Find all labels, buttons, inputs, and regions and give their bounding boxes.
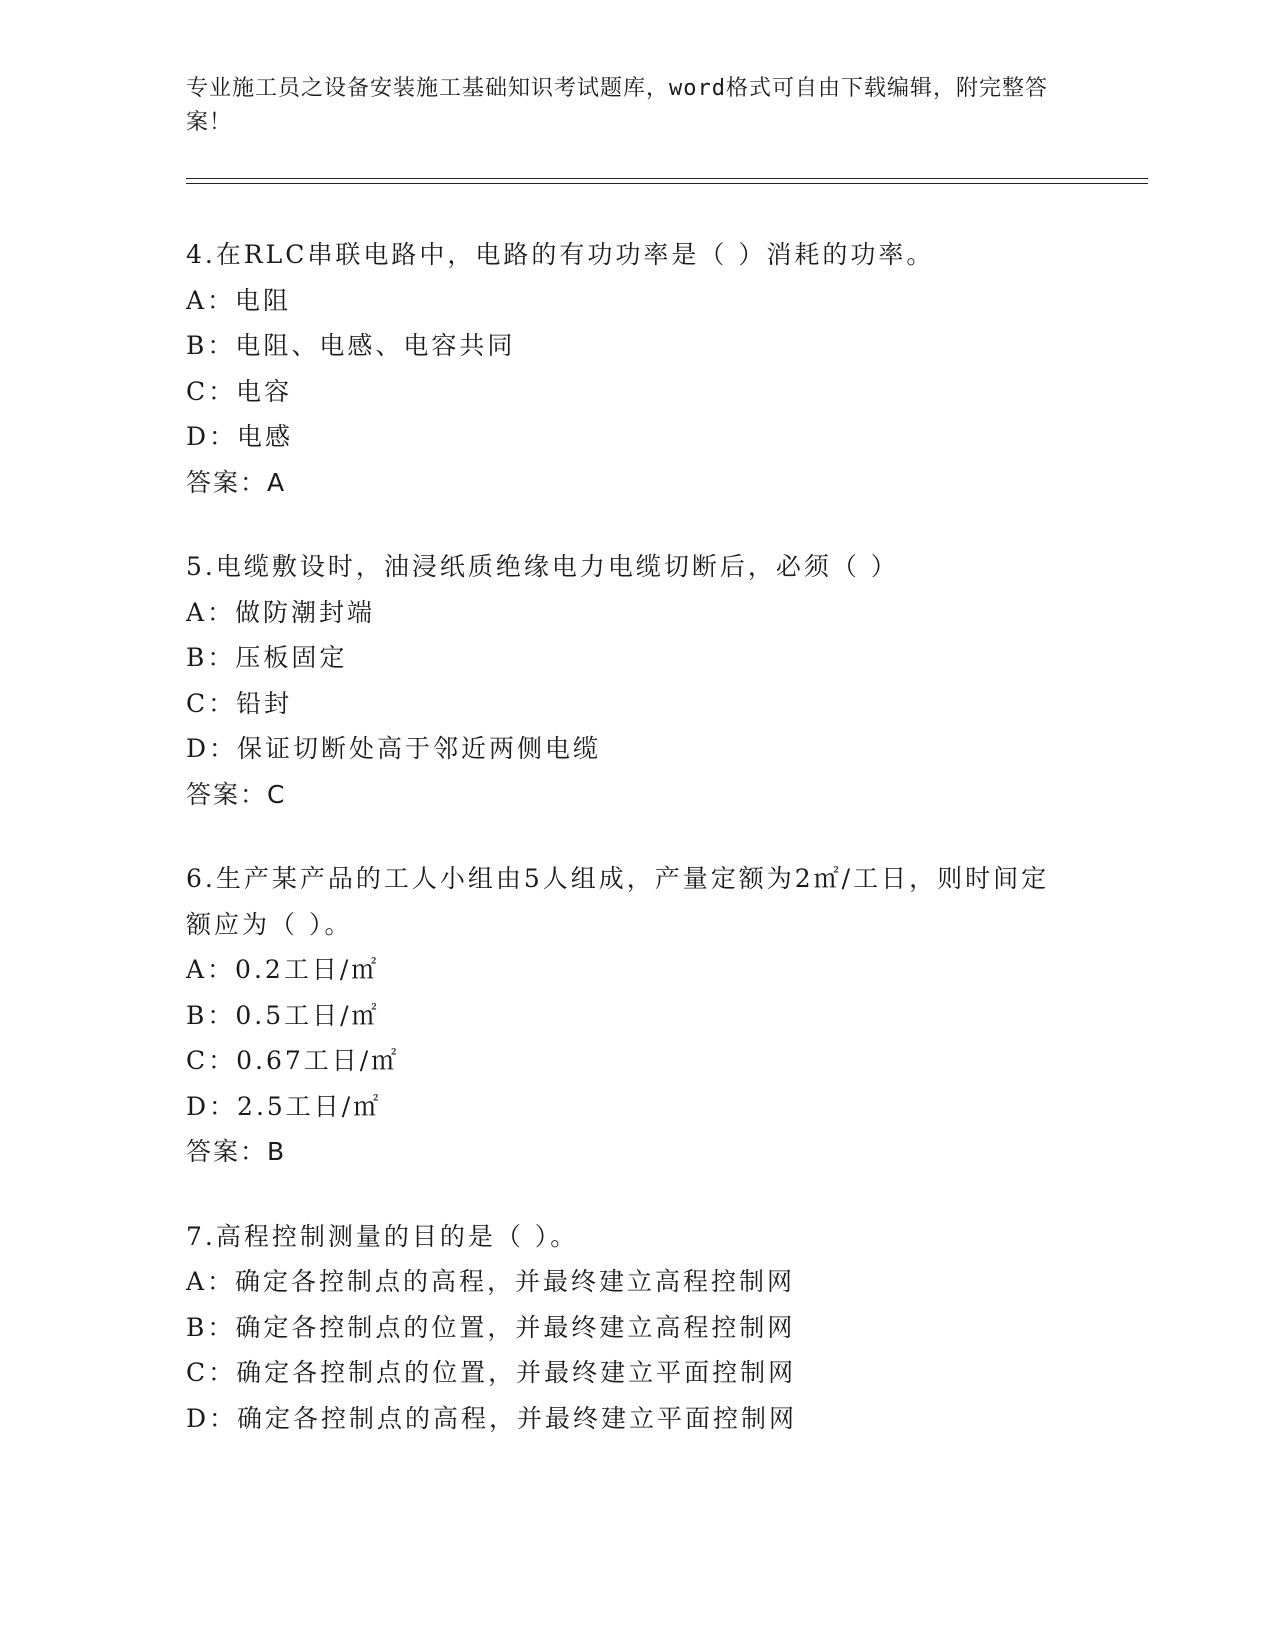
- option-a: A：做防潮封端: [186, 597, 376, 627]
- answer-line: 答案：B: [186, 1137, 287, 1166]
- option-c: C：确定各控制点的位置，并最终建立平面控制网: [186, 1358, 797, 1387]
- question-stem: 6.生产某产品的工人小组由5人组成，产量定额为2㎡/工日，则时间定额应为（ ）。: [186, 864, 1050, 939]
- option-a: A：0.2工日/㎡: [186, 955, 380, 984]
- option-c: C：电容: [186, 376, 293, 406]
- option-c: C：0.67工日/㎡: [186, 1046, 400, 1075]
- option-d: D：2.5工日/㎡: [186, 1091, 382, 1121]
- option-b: B：电阻、电感、电容共同: [186, 331, 516, 360]
- answer-line: 答案：C: [186, 779, 287, 809]
- question-stem: 4.在RLC串联电路中，电路的有功功率是（ ）消耗的功率。: [186, 240, 935, 269]
- header-rule-bottom: [186, 183, 1148, 184]
- question-list: [186, 232, 1086, 1480]
- question-stem: 7.高程控制测量的目的是（ ）。: [186, 1221, 579, 1251]
- question-5: [186, 544, 1086, 817]
- option-b: B：确定各控制点的位置，并最终建立高程控制网: [186, 1312, 796, 1342]
- document-header: 专业施工员之设备安装施工基础知识考试题库，word格式可自由下载编辑，附完整答案！: [186, 76, 1048, 135]
- option-a: A：确定各控制点的高程，并最终建立高程控制网: [186, 1267, 796, 1296]
- option-d: D：电感: [186, 422, 294, 451]
- answer-line: 答案：A: [186, 467, 287, 497]
- option-d: D：确定各控制点的高程，并最终建立平面控制网: [186, 1403, 798, 1433]
- question-7: [186, 1214, 1086, 1442]
- header-rule-top: [186, 178, 1148, 179]
- option-b: B：压板固定: [186, 643, 348, 672]
- option-d: D：保证切断处高于邻近两侧电缆: [186, 734, 602, 763]
- question-6: [186, 856, 1086, 1175]
- option-a: A：电阻: [186, 285, 292, 315]
- question-4: [186, 232, 1086, 505]
- question-stem: 5.电缆敷设时，油浸纸质绝缘电力电缆切断后，必须（ ）: [186, 552, 899, 581]
- option-b: B：0.5工日/㎡: [186, 1000, 380, 1030]
- option-c: C：铅封: [186, 688, 293, 718]
